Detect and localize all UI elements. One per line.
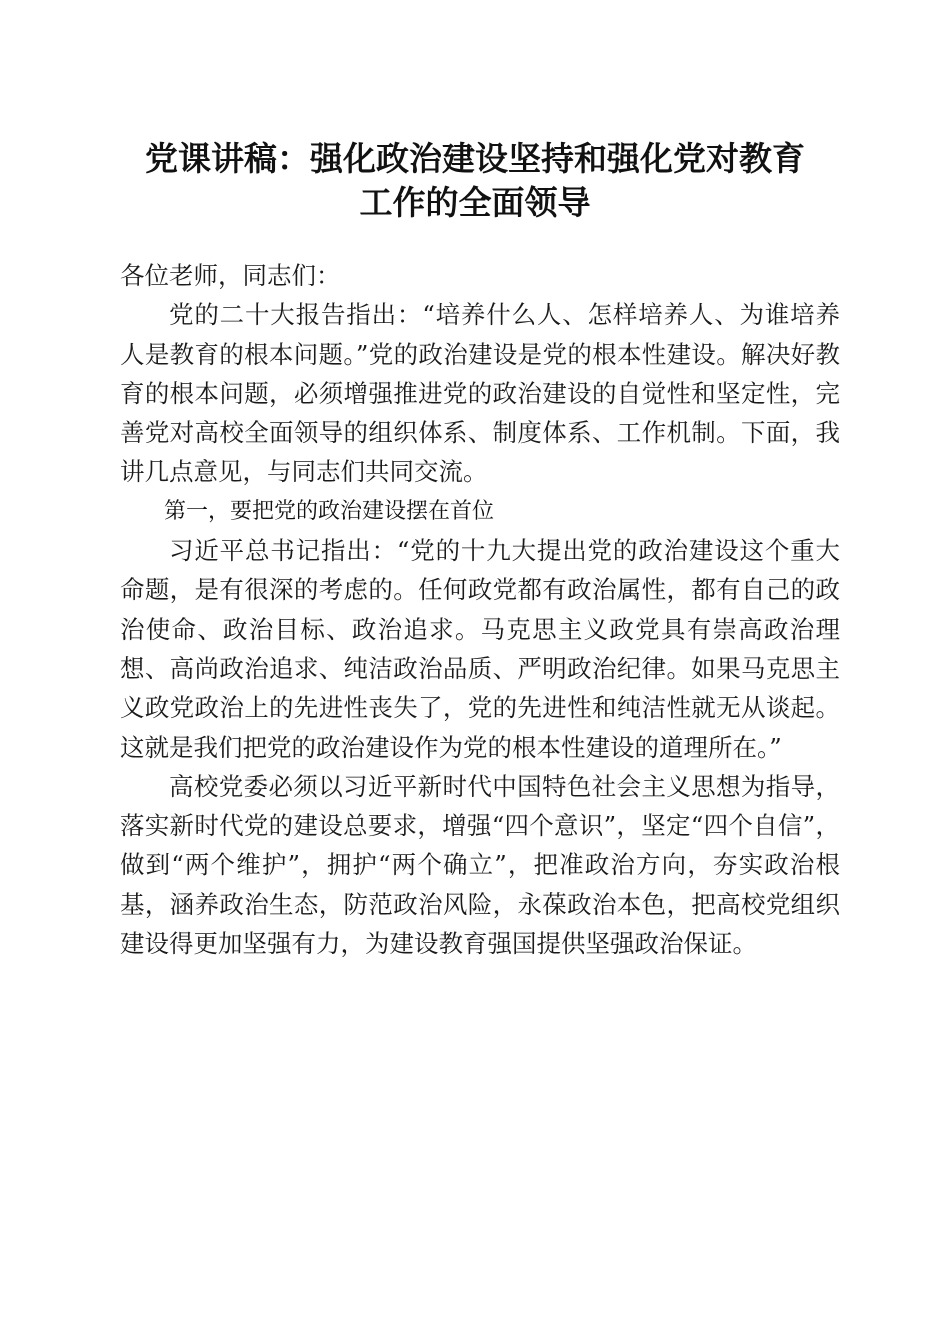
paragraph-intro: 党的二十大报告指出：“培养什么人、怎样培养人、为谁培养人是教育的根本问题。”党的政治建设是党的根本性建设。解决好教育的根本问题，必须增强推进党的政治建设的自觉性和坚定性，完善党对高校全面领导的组织体系、制度体系、工作机制。下面，我讲几点意见，与同志们共同交流。 xyxy=(120,300,840,487)
paragraph-quote: 习近平总书记指出：“党的十九大提出党的政治建设这个重大命题，是有很深的考虑的。任何政党都有政治属性，都有自己的政治使命、政治目标、政治追求。马克思主义政党具有崇高政治理想、高尚政治追求、纯洁政治品质、严明政治纪律。如果马克思主义政党政治上的先进性丧失了，党的先进性和纯洁性就无从谈起。这就是我们把党的政治建设作为党的根本性建设的道理所在。” xyxy=(120,536,840,762)
section-heading-1: 第一，要把党的政治建设摆在首位 xyxy=(164,498,495,524)
title-line-2: 工作的全面领导 xyxy=(359,183,591,222)
paragraph-requirement: 高校党委必须以习近平新时代中国特色社会主义思想为指导，落实新时代党的建设总要求，增强“四个意识”，坚定“四个自信”，做到“两个维护”，拥护“两个确立”，把准政治方向，夯实政治根基，涵养政治生态，防范政治风险，永葆政治本色，把高校党组织建设得更加坚强有力，为建设教育强国提供坚强政治保证。 xyxy=(120,771,840,959)
document-body xyxy=(120,256,840,963)
document-title xyxy=(100,137,850,225)
greeting: 各位老师，同志们： xyxy=(120,261,341,290)
title-line-1: 党课讲稿：强化政治建设坚持和强化党对教育 xyxy=(145,139,805,178)
